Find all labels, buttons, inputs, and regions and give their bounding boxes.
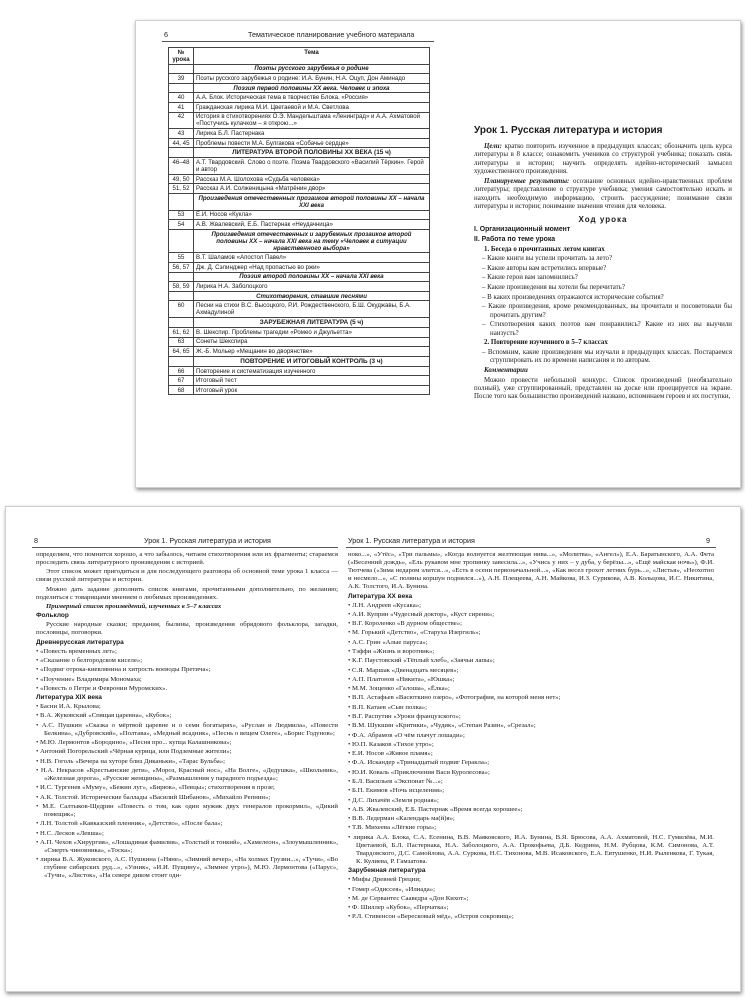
list-item: • Ф.А. Абрамов «О чём плачут лошади»; bbox=[348, 731, 465, 739]
list-item: • В.П. Катаев «Сын полка»; bbox=[348, 703, 428, 711]
lesson-intro-column bbox=[474, 143, 732, 403]
lesson-number-cell bbox=[169, 64, 194, 74]
topic-cell: Повторение и систематизация изученного bbox=[194, 366, 430, 376]
left-page-body bbox=[36, 551, 338, 882]
list-item: • Д.С. Лихачёв «Земля родная»; bbox=[348, 796, 439, 804]
lesson-number-cell: 61, 62 bbox=[169, 327, 194, 337]
list-item: • А.К. Толстой. Исторические баллады «Василий Шибанов», «Михайло Репнин»; bbox=[36, 793, 271, 801]
table-row bbox=[169, 184, 430, 194]
comment-label: Комментарии bbox=[484, 366, 528, 374]
list-item: • Б.П. Екимов «Ночь исцеления»; bbox=[348, 787, 445, 795]
item-2-text: – Вспомним, какие произведения мы изучали в предыдущих классах. Постараемся сгруппировать их по времени написания и по авторам. bbox=[482, 348, 732, 365]
list-item: • Мифы Древней Греции; bbox=[348, 876, 421, 884]
results-label: Планируемые результаты: bbox=[484, 177, 570, 185]
paragraph: ноко...», «Утёс», «Три пальмы», «Когда волнуется желтеющая нива...», «Молитва», «Ангел»), Е.А. Баратынского, А.А. Фета («Весенний дождь», «Ель рукавом мне тропинку завесила...», «Учись у них – у дуба, у берёзы...», «Ещё майская ночь»), Ф.И. Тютчева («Зима недаром злится...», «Есть в осени первоначальной...», «Как весел грохот летних бурь...», «Листья», «Неохотно и несмело...», «С поляны коршун поднялся...»), А.Н. Плещеева, А.Н. Майкова, И.З. Сурикова, А.В. Кольцова, И.С. Никитина, А.К. Толстого, И.А. Бунина. bbox=[348, 551, 714, 591]
question-item: – Какие произведения вы хотели бы перечитать? bbox=[482, 283, 625, 291]
list-item: • А.С. Грин «Алые паруса»; bbox=[348, 638, 428, 646]
question-list bbox=[474, 255, 732, 338]
list-item: • Т.В. Михеева «Лёгкие горы»; bbox=[348, 824, 437, 832]
lesson-number-cell: 49, 50 bbox=[169, 174, 194, 184]
running-head-right: Урок 1. Русская литература и история bbox=[348, 536, 475, 545]
list-item: • В.Г. Распутин «Уроки французского»; bbox=[348, 713, 461, 721]
list-item: • А.П. Платонов «Никита», «Юшка»; bbox=[348, 675, 455, 683]
list-item: • М. де Сервантес Сааведра «Дон Кихот»; bbox=[348, 894, 469, 902]
table-section-row bbox=[169, 291, 430, 301]
list-item: • Л.Н. Толстой «Кавказский пленник», «Детство», «После бала»; bbox=[36, 820, 223, 828]
list-item: • Гомер «Одиссея», «Илиада»; bbox=[348, 885, 435, 893]
table-row bbox=[169, 376, 430, 386]
list-item: • Ю.И. Коваль «Приключения Васи Куролесова»; bbox=[348, 768, 490, 776]
lesson-number-cell bbox=[169, 194, 194, 211]
list-item: • М. Горький «Детство», «Старуха Изергиль»; bbox=[348, 629, 481, 637]
topic-cell: Лирика Б.Л. Пастернака bbox=[194, 129, 430, 139]
goals-text: кратко повторить изученное в предыдущих классах; обозначить цель курса литературы в 8 классе; ознакомить учеников со структурой учебника; показать связь литературы и истории; научить определять идейно-исторический замысел художественного произведения. bbox=[474, 143, 732, 176]
question-item: – В каких произведениях отражаются исторические события? bbox=[482, 293, 664, 301]
table-section-row bbox=[169, 83, 430, 93]
lesson-number-cell bbox=[169, 83, 194, 93]
topic-cell: Произведения отечественных и зарубежных прозаиков второй половины XX – начала XXI века на тему «Человек в ситуации нравственного выбора» bbox=[194, 229, 430, 253]
lesson-number-cell bbox=[169, 318, 194, 328]
topic-cell: А.Т. Твардовский. Слово о поэте. Поэма Твардовского «Василий Тёркин». Герой и автор bbox=[194, 158, 430, 175]
list-item: • Н.С. Лесков «Левша»; bbox=[36, 829, 104, 837]
paragraph: Можно дать задание дополнить список книгами, прочитанными дополнительно, по желанию; поделиться с товарищами мнением о любимых произведениях. bbox=[36, 585, 338, 601]
foreign-list bbox=[348, 876, 714, 921]
item-2: 2. Повторение изученного в 5–7 классах bbox=[484, 339, 608, 347]
question-item: – Какие книги вы успели прочитать за лето? bbox=[482, 255, 613, 263]
lesson-number-cell: 39 bbox=[169, 74, 194, 84]
topic-cell: Рассказ А.И. Солженицына «Матрёнин двор» bbox=[194, 184, 430, 194]
lesson-number-cell: 53 bbox=[169, 210, 194, 220]
list-item: • лирика А.А. Блока, С.А. Есенина, В.В. Маяковского, И.А. Бунина, В.Я. Брюсова, А.А. Ахматовой, Н.С. Гумилёва, М.И. Цветаевой, Б.Л. Пастернака, Н.А. Заболоцкого, А.А. Прокофьева, Д.Б. Кедрина, Н.М. Рубцова, К.М. Симонова, А.Т. Твардовского, Д.С. Самойлова, А.А. Суркова, Н.С. Тихонова, М.В. Исаковского, Е.А. Евтушенко, Н.И. Рыленкова, Г. Тукая, К. Кулиева, Р. Гамзатова. bbox=[348, 833, 714, 865]
table-row bbox=[169, 129, 430, 139]
comment-text: Можно провести небольшой конкурс. Список произведений (необязательно полный), уже сгруппированный, представлен на доске или проецируется на экране. После того как большинство произведений названо, вспоминаем героев и их поступки, bbox=[474, 376, 732, 401]
table-section-row bbox=[169, 229, 430, 253]
lesson-number-cell: 63 bbox=[169, 337, 194, 347]
header-rule-right bbox=[346, 547, 716, 548]
question-item: – Стихотворения каких поэтов вам понравились? Какие из них вы выучили наизусть? bbox=[482, 321, 732, 337]
paragraph: определяем, что помнится хорошо, а что забылось, читаем стихотворения или их фрагменты; стараемся проследить связь литературного произведения с историей. bbox=[36, 551, 338, 567]
topic-cell: ЛИТЕРАТУРА ВТОРОЙ ПОЛОВИНЫ XX ВЕКА (15 ч) bbox=[194, 148, 430, 158]
lesson-number-cell bbox=[169, 272, 194, 282]
list-item: • Б.Л. Васильев «Экспонат №...»; bbox=[348, 777, 443, 785]
topic-cell: Песни на стихи В.С. Высоцкого, Р.И. Рождественского, Б.Ш. Окуджавы, Б.А. Ахмадулиной bbox=[194, 301, 430, 318]
topic-cell: Итоговый урок bbox=[194, 385, 430, 395]
table-row bbox=[169, 253, 430, 263]
item-1: 1. Беседа о прочитанных летом книгах bbox=[484, 245, 605, 253]
running-head: Тематическое планирование учебного материала bbox=[248, 30, 415, 39]
table-section-row bbox=[169, 194, 430, 211]
lesson-number-cell: 67 bbox=[169, 376, 194, 386]
topic-cell: Рассказ М.А. Шолохова «Судьба человека» bbox=[194, 174, 430, 184]
topic-cell: Поэты русского зарубежья о родине: И.А. Бунин, Н.А. Оцуп, Дон Аминадо bbox=[194, 74, 430, 84]
table-row bbox=[169, 220, 430, 230]
list-item: • В.А. Жуковский «Спящая царевна», «Кубок»; bbox=[36, 712, 172, 720]
topic-cell: Поэзия первой половины XX века. Человек и эпоха bbox=[194, 83, 430, 93]
table-section-row bbox=[169, 272, 430, 282]
list-item: • Л.Н. Андреев «Кусака»; bbox=[348, 601, 421, 609]
lesson-number-cell: 41 bbox=[169, 102, 194, 112]
topic-cell: Поэзия второй половины XX – начала XXI века bbox=[194, 272, 430, 282]
list-item: • Ю.П. Казаков «Тихое утро»; bbox=[348, 740, 434, 748]
lesson-number-cell bbox=[169, 148, 194, 158]
goals-label: Цели: bbox=[484, 143, 502, 150]
topic-cell: Сонеты Шекспира bbox=[194, 337, 430, 347]
lesson-number-cell: 60 bbox=[169, 301, 194, 318]
list-item: • Басни И.А. Крылова; bbox=[36, 703, 101, 711]
stage-2: II. Работа по теме урока bbox=[474, 235, 556, 243]
right-page-body bbox=[348, 551, 714, 923]
table-row bbox=[169, 174, 430, 184]
table-row bbox=[169, 138, 430, 148]
list-item: • «Подвиг отрока-киевлянина и хитрость воеводы Претича»; bbox=[36, 666, 211, 674]
list-item: • «Повесть о Петре и Февронии Муромских». bbox=[36, 684, 168, 692]
table-row bbox=[169, 158, 430, 175]
page-number-right: 9 bbox=[706, 536, 710, 545]
list-item: • Тэффи «Жизнь и воротник»; bbox=[348, 648, 435, 656]
table-row bbox=[169, 102, 430, 112]
lesson-number-cell: 64, 65 bbox=[169, 347, 194, 357]
list-item: • М.Ю. Лермонтов «Бородино», «Песня про... купца Калашникова»; bbox=[36, 739, 232, 747]
lesson-number-cell bbox=[169, 356, 194, 366]
lesson-number-cell: 58, 59 bbox=[169, 282, 194, 292]
topic-cell: Гражданская лирика М.И. Цветаевой и М.А. Светлова bbox=[194, 102, 430, 112]
stage-1: I. Организационный момент bbox=[474, 226, 571, 234]
topic-cell: Поэты русского зарубежья о родине bbox=[194, 64, 430, 74]
topic-cell: Стихотворения, ставшие песнями bbox=[194, 291, 430, 301]
table-row bbox=[169, 337, 430, 347]
list-item: • Е.И. Носов «Живое пламя»; bbox=[348, 750, 433, 758]
topic-cell: Ж.-Б. Мольер «Мещанин во дворянстве» bbox=[194, 347, 430, 357]
list-item: • Н.В. Гоголь «Вечера на хуторе близ Диканьки», «Тарас Бульба»; bbox=[36, 757, 226, 765]
old-lit-list bbox=[36, 648, 338, 693]
course-heading: Ход урока bbox=[578, 214, 628, 224]
lesson-number-cell: 51, 52 bbox=[169, 184, 194, 194]
list-item: • В.В. Ледерман «Календарь ма(й)я»; bbox=[348, 815, 455, 823]
topic-cell: ЗАРУБЕЖНАЯ ЛИТЕРАТУРА (5 ч) bbox=[194, 318, 430, 328]
table-row bbox=[169, 263, 430, 273]
running-head-left: Урок 1. Русская литература и история bbox=[144, 536, 271, 545]
folklore-label: Фольклор bbox=[36, 612, 69, 620]
lesson-number-cell: 46–48 bbox=[169, 158, 194, 175]
topic-cell: ПОВТОРЕНИЕ И ИТОГОВЫЙ КОНТРОЛЬ (3 ч) bbox=[194, 356, 430, 366]
topic-cell: Дж. Д. Сэлинджер «Над пропастью во ржи» bbox=[194, 263, 430, 273]
topic-cell: А.А. Блок. Историческая тема в творчестве Блока. «Россия» bbox=[194, 93, 430, 103]
xx-label: Литература XX века bbox=[348, 592, 413, 600]
topic-cell: Итоговый тест bbox=[194, 376, 430, 386]
table-section-row bbox=[169, 318, 430, 328]
table-section-row bbox=[169, 148, 430, 158]
list-item: • А.В. Жвалевский, Е.Б. Пастернак «Время всегда хорошее»; bbox=[348, 805, 523, 813]
topic-cell: История в стихотворениях О.Э. Мандельштама «Ленинград» и А.А. Ахматовой «Постучись кулачком – я открою...» bbox=[194, 112, 430, 129]
lesson-number-cell: 55 bbox=[169, 253, 194, 263]
table-row bbox=[169, 347, 430, 357]
table-row bbox=[169, 385, 430, 395]
table-row bbox=[169, 210, 430, 220]
lesson-number-cell: 44, 45 bbox=[169, 138, 194, 148]
table-header-topic: Тема bbox=[194, 48, 430, 65]
list-item: • В.М. Шукшин «Критики», «Чудик», «Степан Разин», «Срезал»; bbox=[348, 722, 536, 730]
topic-cell: В. Шекспир. Проблемы трагедии «Ромео и Джульетта» bbox=[194, 327, 430, 337]
header-rule-left bbox=[32, 547, 338, 548]
list-item: • «Повесть временных лет»; bbox=[36, 647, 117, 655]
list-item: • Ф.А. Искандер «Тринадцатый подвиг Геракла»; bbox=[348, 759, 490, 767]
topic-cell: Проблемы повести М.А. Булгакова «Собачье сердце» bbox=[194, 138, 430, 148]
list-item: • А.С. Пушкин «Сказка о мёртвой царевне и о семи богатырях», «Руслан и Людмила», «Повести Белкина», «Дубровский», «Полтава», «Медный всадник», «Песнь о вещем Олеге», «Борис Годунов»; bbox=[36, 721, 338, 737]
list-item: • Р.Л. Стивенсон «Вересковый мёд», «Остров сокровищ»; bbox=[348, 913, 514, 921]
lesson-number-cell: 66 bbox=[169, 366, 194, 376]
results-text: осознание основных идейно-нравственных проблем литературы; представление о структуре учебника; умения самостоятельно искать и находить необходимую информацию, строить рассуждение; понимание связи литературы и истории; понимание значения чтения для человека. bbox=[474, 177, 732, 211]
table-section-row bbox=[169, 64, 430, 74]
question-item: – Какие герои вам запомнились? bbox=[482, 274, 578, 282]
list-item: • И.С. Тургенев «Муму», «Бежин луг», «Бирюк», «Певцы»; стихотворения в прозе; bbox=[36, 784, 275, 792]
xix-label: Литература XIX века bbox=[36, 694, 102, 702]
list-item: • А.П. Чехов «Хирургия», «Лошадиная фамилия», «Толстый и тонкий», «Хамелеон», «Злоумышленник», «Смерть чиновника», «Тоска»; bbox=[36, 838, 338, 854]
lesson-number-cell: 56, 57 bbox=[169, 263, 194, 273]
table-row bbox=[169, 282, 430, 292]
question-item: – Какие авторы вам встретились впервые? bbox=[482, 264, 607, 272]
list-item: • В.Г. Короленко «В дурном обществе»; bbox=[348, 620, 463, 628]
table-header-number: № урока bbox=[169, 48, 194, 65]
table-row bbox=[169, 112, 430, 129]
xix-list bbox=[36, 703, 338, 880]
lesson-plan-table bbox=[168, 47, 430, 395]
header-rule bbox=[162, 41, 434, 42]
page-number: 6 bbox=[164, 30, 168, 39]
list-item: • К.Г. Паустовский «Тёплый хлеб», «Заячьи лапы»; bbox=[348, 657, 495, 665]
list-item: • М.М. Зощенко «Галоша», «Ёлка»; bbox=[348, 685, 450, 693]
table-row bbox=[169, 327, 430, 337]
question-item: – Какие произведения, кроме рекомендованных, вы прочитали и посоветовали бы прочитать другим? bbox=[482, 303, 732, 319]
topic-cell: Е.И. Носов «Кукла» bbox=[194, 210, 430, 220]
lesson-number-cell: 43 bbox=[169, 129, 194, 139]
list-item: • «Поучение» Владимира Мономаха; bbox=[36, 675, 142, 683]
lesson-number-cell: 54 bbox=[169, 220, 194, 230]
list-item: • А.И. Куприн «Чудесный доктор», «Куст сирени»; bbox=[348, 610, 495, 618]
list-item: • С.Я. Маршак «Двенадцать месяцев»; bbox=[348, 666, 459, 674]
lesson-number-cell bbox=[169, 229, 194, 253]
table-row bbox=[169, 93, 430, 103]
lesson-title: Урок 1. Русская литература и история bbox=[474, 125, 663, 136]
list-item: • Ф. Шиллер «Кубок», «Перчатка»; bbox=[348, 904, 449, 912]
list-item: • Антоний Погорельский «Чёрная курица, или Подземные жители»; bbox=[36, 748, 232, 756]
lesson-number-cell: 40 bbox=[169, 93, 194, 103]
topic-cell: А.В. Жвалевский, Е.Б. Пастернак «Неудачница» bbox=[194, 220, 430, 230]
top-page-spread bbox=[135, 20, 741, 488]
list-item: • лирика В.А. Жуковского, А.С. Пушкина («Няне», «Зимний вечер», «На холмах Грузии...», «Тучи», «Во глубине сибирских руд...», «Узник», «И.И. Пущину», «Зимнее утро»), М.Ю. Лермонтова («Парус», «Тучи», «Листок», «На севере диком стоит оди- bbox=[36, 856, 338, 880]
bottom-page-spread bbox=[5, 506, 741, 992]
list-title: Примерный список произведений, изученных в 5–7 классах bbox=[46, 603, 222, 611]
topic-cell: Произведения отечественных прозаиков второй половины XX – начала XXI века bbox=[194, 194, 430, 211]
foreign-label: Зарубежная литература bbox=[348, 867, 426, 875]
paragraph: Этот список может пригодиться и для последующего разговора об основной теме урока 1 класса — связи русской литературы и истории. bbox=[36, 568, 338, 584]
table-row bbox=[169, 366, 430, 376]
lesson-number-cell: 68 bbox=[169, 385, 194, 395]
page-number-left: 8 bbox=[34, 536, 38, 545]
old-lit-label: Древнерусская литература bbox=[36, 638, 124, 646]
xx-list bbox=[348, 602, 714, 866]
topic-cell: В.Т. Шаламов «Апостол Павел» bbox=[194, 253, 430, 263]
table-row bbox=[169, 74, 430, 84]
table-section-row bbox=[169, 356, 430, 366]
lesson-number-cell: 42 bbox=[169, 112, 194, 129]
folklore-text: Русские народные сказки; предания, былины, произведения обрядового фольклора, загадки, пословицы, поговорки. bbox=[36, 621, 338, 637]
list-item: • Н.А. Некрасов «Крестьянские дети», «Мороз, Красный нос», «На Волге», «Дедушка», «Школьник», «Железная дорога», «Русские женщины», «Размышления у парадного подъезда»; bbox=[36, 766, 338, 783]
table-row bbox=[169, 301, 430, 318]
lesson-number-cell bbox=[169, 291, 194, 301]
topic-cell: Лирика Н.А. Заболоцкого bbox=[194, 282, 430, 292]
list-item: • «Сказание о белгородском киселе»; bbox=[36, 657, 143, 665]
list-item: • М.Е. Салтыков-Щедрин «Повесть о том, как один мужик двух генералов прокормил», «Дикий помещик»; bbox=[36, 802, 338, 818]
list-item: • В.П. Астафьев «Васюткино озеро», «Фотография, на которой меня нет»; bbox=[348, 694, 561, 702]
